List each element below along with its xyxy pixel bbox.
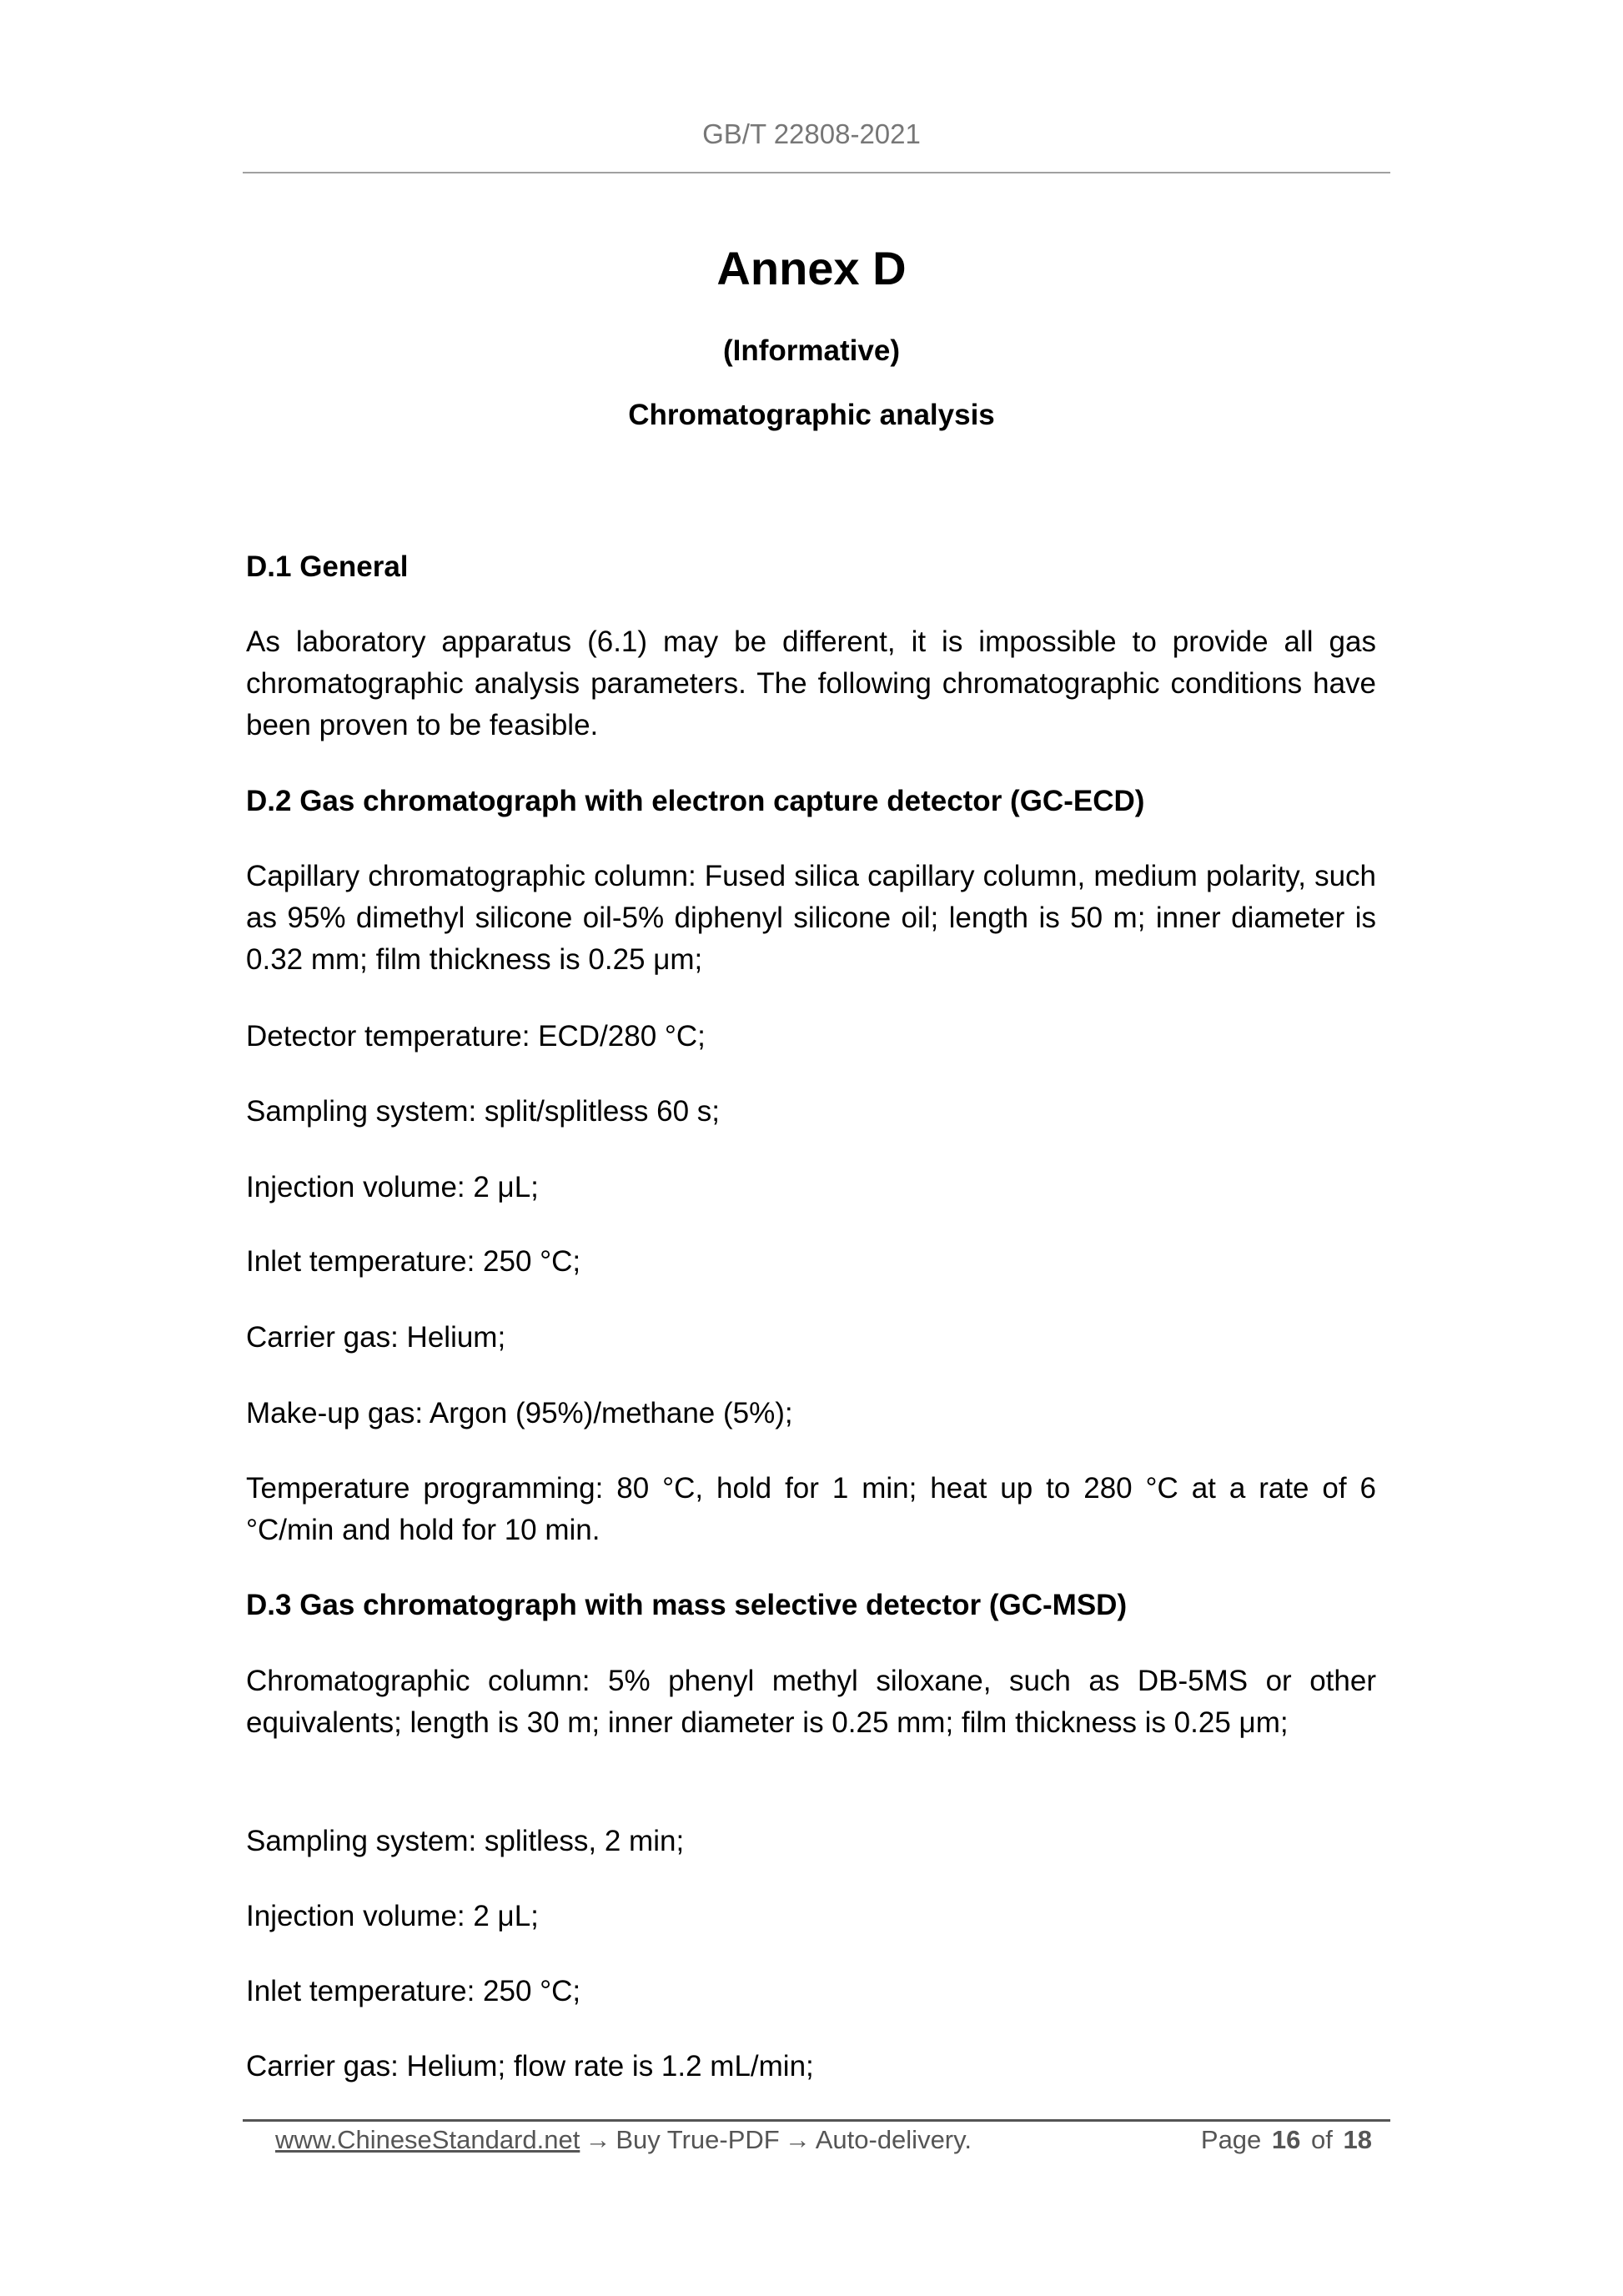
section-heading-d1: D.1 General	[246, 550, 409, 583]
paragraph-temperature-programming: Temperature programming: 80 °C, hold for 1 min; heat up to 280 °C at a rate of 6 °C/min and hold for 10 min.	[246, 1472, 1376, 1546]
footer-step-buy: Buy True-PDF	[616, 2125, 780, 2154]
paragraph-inlet-temperature: Inlet temperature: 250 °C;	[246, 1245, 581, 1278]
document-id-header: GB/T 22808-2021	[702, 118, 921, 149]
page-label: Page	[1200, 2125, 1262, 2154]
footer-promo	[275, 2123, 972, 2157]
section-heading-d2: D.2 Gas chromatograph with electron capture detector (GC-ECD)	[246, 785, 1145, 817]
page-of-label: of	[1311, 2125, 1333, 2154]
paragraph-capillary-column: Capillary chromatographic column: Fused silica capillary column, medium polarity, such as 95% dimethyl silicone oil-5% diphenyl silicone oil; length is 50 m; inner diameter is 0.32 mm; film thickness is 0.25 μm;	[246, 860, 1376, 976]
arrow-right-icon: →	[784, 2125, 811, 2154]
paragraph-chromatographic-column: Chromatographic column: 5% phenyl methyl siloxane, such as DB-5MS or other equivalents; length is 30 m; inner diameter is 0.25 mm; film thickness is 0.25 μm;	[246, 1665, 1376, 1739]
paragraph-general: As laboratory apparatus (6.1) may be different, it is impossible to provide all gas chromatographic analysis parameters. The following chromatographic conditions have been proven to be feasible.	[246, 625, 1376, 741]
footer-step-delivery: Auto-delivery.	[815, 2125, 972, 2154]
section-heading-d3: D.3 Gas chromatograph with mass selective detector (GC-MSD)	[246, 1589, 1128, 1621]
website-link[interactable]: www.ChineseStandard.net	[275, 2125, 580, 2154]
paragraph-injection-volume-msd: Injection volume: 2 μL;	[246, 1900, 539, 1932]
annex-subject: Chromatographic analysis	[628, 399, 995, 431]
paragraph-carrier-gas: Carrier gas: Helium;	[246, 1321, 506, 1354]
page-footer	[275, 2123, 1372, 2157]
annex-nature: (Informative)	[723, 334, 900, 367]
paragraph-detector-temperature: Detector temperature: ECD/280 °C;	[246, 1020, 706, 1053]
paragraph-makeup-gas: Make-up gas: Argon (95%)/methane (5%);	[246, 1397, 793, 1429]
footer-divider	[243, 2119, 1390, 2122]
paragraph-injection-volume: Injection volume: 2 μL;	[246, 1171, 539, 1203]
annex-title: Annex D	[716, 242, 907, 294]
paragraph-sampling-system-msd: Sampling system: splitless, 2 min;	[246, 1825, 685, 1857]
header-divider	[243, 172, 1390, 173]
paragraph-sampling-system: Sampling system: split/splitless 60 s;	[246, 1095, 720, 1128]
page-number	[1198, 2123, 1372, 2157]
arrow-right-icon: →	[585, 2125, 611, 2154]
page-current: 16	[1271, 2125, 1301, 2154]
paragraph-inlet-temperature-msd: Inlet temperature: 250 °C;	[246, 1975, 581, 2007]
page-total: 18	[1343, 2125, 1372, 2154]
paragraph-carrier-gas-msd: Carrier gas: Helium; flow rate is 1.2 mL/min;	[246, 2050, 814, 2082]
